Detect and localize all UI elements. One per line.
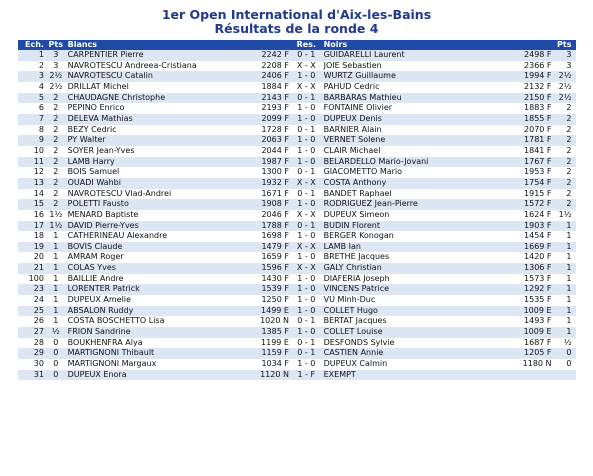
white-rating: 1987 F bbox=[261, 156, 289, 166]
white-player: BAILLIE Andre bbox=[67, 273, 124, 283]
table-row bbox=[18, 50, 576, 61]
white-rating: 1159 F bbox=[261, 348, 289, 358]
black-rating: 2150 F bbox=[524, 92, 552, 102]
white-player: PEPINO Enrico bbox=[67, 103, 125, 113]
table-row bbox=[18, 199, 576, 210]
white-player: DELEVA Mathias bbox=[67, 113, 133, 123]
black-rating: 2366 F bbox=[524, 60, 552, 70]
black-rating: 1754 F bbox=[524, 177, 552, 187]
white-rating: 1499 E bbox=[261, 305, 289, 315]
board-number: 9 bbox=[38, 135, 44, 145]
white-points: 1 bbox=[53, 241, 59, 251]
white-points: 2 bbox=[53, 156, 59, 166]
black-points: 1 bbox=[566, 263, 572, 273]
black-rating: 1841 F bbox=[524, 145, 552, 155]
table-row bbox=[18, 338, 576, 349]
white-points: ½ bbox=[51, 327, 60, 337]
black-player: BARNIER Alain bbox=[323, 124, 382, 134]
black-rating: 1883 F bbox=[524, 103, 552, 113]
board-number: 13 bbox=[33, 177, 44, 187]
white-points: 1 bbox=[53, 273, 59, 283]
black-rating: 1009 E bbox=[523, 305, 552, 315]
white-player: POLETTI Fausto bbox=[67, 199, 129, 209]
white-player: MARTIGNONI Thibault bbox=[67, 348, 155, 358]
black-rating: 1572 F bbox=[524, 199, 552, 209]
result: 1 - 0 bbox=[297, 71, 316, 81]
header-elo-white bbox=[245, 40, 291, 50]
white-rating: 1671 F bbox=[261, 188, 289, 198]
black-rating: 1205 F bbox=[524, 348, 552, 358]
table-row bbox=[18, 327, 576, 338]
white-player: FRION Sandrine bbox=[67, 327, 131, 337]
white-rating: 2099 F bbox=[261, 113, 289, 123]
black-points: 2 bbox=[566, 103, 572, 113]
white-rating: 1020 N bbox=[260, 316, 289, 326]
white-rating: 1932 F bbox=[261, 177, 289, 187]
table-row bbox=[18, 210, 576, 221]
result: 1 - 0 bbox=[297, 199, 316, 209]
black-points: 1 bbox=[566, 273, 572, 283]
board-number: 15 bbox=[33, 199, 44, 209]
black-points: 1½ bbox=[558, 209, 572, 219]
table-row bbox=[18, 61, 576, 72]
white-rating: 1908 F bbox=[261, 199, 289, 209]
black-rating: 1306 F bbox=[524, 263, 552, 273]
black-points: 2 bbox=[566, 113, 572, 123]
white-player: ABSALON Ruddy bbox=[67, 305, 134, 315]
table-row bbox=[18, 284, 576, 295]
black-player: DUPEUX Simeon bbox=[323, 209, 390, 219]
result: 0 - 1 bbox=[297, 50, 316, 59]
result: 1 - 0 bbox=[297, 252, 316, 262]
black-player: BELARDELLO Mario-Jovani bbox=[323, 156, 429, 166]
result: 0 - 1 bbox=[297, 188, 316, 198]
white-rating: 1539 F bbox=[261, 284, 289, 294]
black-points: 2½ bbox=[558, 81, 572, 91]
black-player: JOIE Sebastien bbox=[323, 60, 382, 70]
table-row bbox=[18, 252, 576, 263]
white-rating: 1728 F bbox=[261, 124, 289, 134]
white-rating: 2242 F bbox=[261, 50, 289, 59]
white-rating: 1479 F bbox=[261, 241, 289, 251]
table-row bbox=[18, 82, 576, 93]
black-points: 2 bbox=[566, 199, 572, 209]
black-player: FONTAINE Olivier bbox=[323, 103, 393, 113]
black-player: BRETHE Jacques bbox=[323, 252, 390, 262]
black-rating: 2070 F bbox=[524, 124, 552, 134]
board-number: 10 bbox=[33, 145, 44, 155]
black-rating: 1009 E bbox=[523, 327, 552, 337]
white-points: 2 bbox=[53, 167, 59, 177]
header-pts-black: Pts bbox=[557, 40, 572, 49]
black-rating: 1687 F bbox=[524, 337, 552, 347]
black-player: DESFONDS Sylvie bbox=[323, 337, 395, 347]
black-player: CLAIR Michael bbox=[323, 145, 381, 155]
black-points: 1 bbox=[566, 327, 572, 337]
result: 1 - F bbox=[297, 369, 316, 379]
board-number: 21 bbox=[33, 263, 44, 273]
black-points: 2 bbox=[566, 156, 572, 166]
black-rating: 1953 F bbox=[524, 167, 552, 177]
white-points: 0 bbox=[53, 348, 59, 358]
white-player: CATHERINEAU Alexandre bbox=[67, 231, 168, 241]
white-rating: 2046 F bbox=[261, 209, 289, 219]
board-number: 1 bbox=[38, 50, 44, 59]
table-row bbox=[18, 316, 576, 327]
black-player: DUPEUX Denis bbox=[323, 113, 382, 123]
black-points: 1 bbox=[566, 252, 572, 262]
page-header bbox=[0, 0, 593, 36]
white-player: NAVROTESCU Andreea-Cristiana bbox=[67, 60, 197, 70]
white-points: 1 bbox=[53, 305, 59, 315]
board-number: 8 bbox=[38, 124, 44, 134]
table-row bbox=[18, 189, 576, 200]
white-rating: 1788 F bbox=[261, 220, 289, 230]
header-ech: Ech. bbox=[24, 40, 44, 49]
board-number: 28 bbox=[33, 337, 44, 347]
black-points: ½ bbox=[563, 337, 572, 347]
white-rating: 2063 F bbox=[261, 135, 289, 145]
result: 1 - 0 bbox=[297, 103, 316, 113]
result: 0 - 1 bbox=[297, 220, 316, 230]
white-player: DUPEUX Enora bbox=[67, 369, 127, 379]
white-player: OUADI Wahbi bbox=[67, 177, 121, 187]
white-player: PY Walter bbox=[67, 135, 106, 145]
white-rating: 2406 F bbox=[261, 71, 289, 81]
black-player: RODRIGUEZ Jean-Pierre bbox=[323, 199, 418, 209]
white-points: 1 bbox=[53, 316, 59, 326]
board-number: 6 bbox=[38, 103, 44, 113]
black-player: PAHUD Cedric bbox=[323, 81, 380, 91]
page-title: 1er Open International d'Aix-les-Bains bbox=[161, 7, 432, 22]
black-player: VERNET Solene bbox=[323, 135, 386, 145]
board-number: 100 bbox=[28, 273, 44, 283]
result: X - X bbox=[296, 177, 316, 187]
white-player: LAMB Harry bbox=[67, 156, 115, 166]
black-player: VINCENS Patrice bbox=[323, 284, 390, 294]
white-player: COLAS Yves bbox=[67, 263, 116, 273]
black-points: 1 bbox=[566, 305, 572, 315]
board-number: 17 bbox=[33, 220, 44, 230]
result: 0 - 1 bbox=[297, 348, 316, 358]
board-number: 7 bbox=[38, 113, 44, 123]
white-points: 1 bbox=[53, 263, 59, 273]
white-player: DAVID Pierre-Yves bbox=[67, 220, 139, 230]
white-points: 0 bbox=[53, 337, 59, 347]
result: X - X bbox=[296, 263, 316, 273]
result: X - X bbox=[296, 209, 316, 219]
black-points: 1 bbox=[566, 284, 572, 294]
result: 0 - 1 bbox=[297, 316, 316, 326]
white-rating: 2193 F bbox=[261, 103, 289, 113]
black-rating: 2498 F bbox=[524, 50, 552, 59]
white-rating: 1884 F bbox=[261, 81, 289, 91]
board-number: 2 bbox=[38, 60, 44, 70]
header-row bbox=[18, 40, 576, 50]
table-row bbox=[18, 178, 576, 189]
white-points: 1½ bbox=[49, 209, 63, 219]
white-rating: 1596 F bbox=[261, 263, 289, 273]
white-points: 2 bbox=[53, 145, 59, 155]
white-player: BOIS Samuel bbox=[67, 167, 120, 177]
result: 0 - 1 bbox=[297, 92, 316, 102]
black-rating: 1855 F bbox=[524, 113, 552, 123]
black-points bbox=[554, 370, 576, 381]
board-number: 3 bbox=[38, 71, 44, 81]
black-rating: 1180 N bbox=[522, 359, 552, 369]
white-rating: 1698 F bbox=[261, 231, 289, 241]
black-points: 2 bbox=[566, 188, 572, 198]
black-points: 3 bbox=[566, 50, 572, 59]
white-player: CARPENTIER Pierre bbox=[67, 50, 144, 59]
header-pts-white: Pts bbox=[48, 40, 63, 49]
results-table bbox=[18, 40, 576, 380]
result: 1 - 0 bbox=[297, 231, 316, 241]
result: 1 - 0 bbox=[297, 305, 316, 315]
white-points: 1 bbox=[53, 231, 59, 241]
white-points: 2 bbox=[53, 177, 59, 187]
black-points: 1 bbox=[566, 241, 572, 251]
result: 1 - 0 bbox=[297, 113, 316, 123]
board-number: 16 bbox=[33, 209, 44, 219]
result: 1 - 0 bbox=[297, 156, 316, 166]
white-rating: 2044 F bbox=[261, 145, 289, 155]
result: 0 - 1 bbox=[297, 337, 316, 347]
table-row bbox=[18, 103, 576, 114]
board-number: 14 bbox=[33, 188, 44, 198]
white-rating: 1034 F bbox=[261, 359, 289, 369]
white-points: 2½ bbox=[49, 71, 63, 81]
table-row bbox=[18, 71, 576, 82]
black-points: 0 bbox=[566, 348, 572, 358]
white-points: 0 bbox=[53, 359, 59, 369]
table-row bbox=[18, 135, 576, 146]
white-rating: 1430 F bbox=[261, 273, 289, 283]
result: 1 - 0 bbox=[297, 295, 316, 305]
black-points: 1 bbox=[566, 316, 572, 326]
result: 1 - 0 bbox=[297, 145, 316, 155]
white-points: 2 bbox=[53, 92, 59, 102]
table-row bbox=[18, 370, 576, 381]
table-row bbox=[18, 167, 576, 178]
white-points: 2 bbox=[53, 124, 59, 134]
black-player: GUIDARELLI Laurent bbox=[323, 50, 405, 59]
black-rating: 1767 F bbox=[524, 156, 552, 166]
black-player: COLLET Hugo bbox=[323, 305, 378, 315]
black-player: COSTA Anthony bbox=[323, 177, 387, 187]
black-rating: 1915 F bbox=[524, 188, 552, 198]
board-number: 29 bbox=[33, 348, 44, 358]
white-rating: 1250 F bbox=[261, 295, 289, 305]
result: X - X bbox=[296, 241, 316, 251]
result: 0 - 1 bbox=[297, 167, 316, 177]
black-rating: 1535 F bbox=[524, 295, 552, 305]
white-player: DUPEUX Amelie bbox=[67, 295, 131, 305]
board-number: 4 bbox=[38, 81, 44, 91]
white-points: 1½ bbox=[49, 220, 63, 230]
black-player: DIAFERIA Joseph bbox=[323, 273, 390, 283]
black-points: 1 bbox=[566, 231, 572, 241]
black-player: VU Minh-Duc bbox=[323, 295, 376, 305]
table-row bbox=[18, 146, 576, 157]
white-player: NAVROTESCU Vlad-Andrei bbox=[67, 188, 172, 198]
black-rating: 1454 F bbox=[524, 231, 552, 241]
black-player: BERTAT Jacques bbox=[323, 316, 387, 326]
table-row bbox=[18, 295, 576, 306]
board-number: 27 bbox=[33, 327, 44, 337]
board-number: 5 bbox=[38, 92, 44, 102]
white-points: 2 bbox=[53, 113, 59, 123]
black-points: 1 bbox=[566, 295, 572, 305]
black-player: GALY Christian bbox=[323, 263, 382, 273]
table-row bbox=[18, 221, 576, 232]
result: X - X bbox=[296, 60, 316, 70]
black-points: 2 bbox=[566, 135, 572, 145]
white-points: 2½ bbox=[49, 81, 63, 91]
white-player: BEZY Cedric bbox=[67, 124, 117, 134]
white-player: DRILLAT Michel bbox=[67, 81, 129, 91]
black-rating: 2132 F bbox=[524, 81, 552, 91]
white-rating: 1300 F bbox=[261, 167, 289, 177]
black-points: 1 bbox=[566, 220, 572, 230]
white-rating: 2208 F bbox=[261, 60, 289, 70]
table-row bbox=[18, 114, 576, 125]
board-number: 26 bbox=[33, 316, 44, 326]
table-row bbox=[18, 93, 576, 104]
table-row bbox=[18, 306, 576, 317]
result: 1 - 0 bbox=[297, 359, 316, 369]
board-number: 11 bbox=[33, 156, 44, 166]
black-player: BUDIN Florent bbox=[323, 220, 380, 230]
white-rating: 1659 F bbox=[261, 252, 289, 262]
white-player: CHAUDAGNE Christophe bbox=[67, 92, 166, 102]
white-rating: 1199 E bbox=[261, 337, 289, 347]
result: 1 - 0 bbox=[297, 135, 316, 145]
white-points: 3 bbox=[53, 50, 59, 59]
black-player: CASTIEN Annie bbox=[323, 348, 384, 358]
black-points: 3 bbox=[566, 60, 572, 70]
board-number: 23 bbox=[33, 284, 44, 294]
black-points: 2 bbox=[566, 177, 572, 187]
black-player: GIACOMETTO Mario bbox=[323, 167, 403, 177]
black-rating: 1292 F bbox=[524, 284, 552, 294]
black-rating: 1624 F bbox=[524, 209, 552, 219]
black-rating bbox=[514, 370, 553, 381]
white-player: SOYER Jean-Yves bbox=[67, 145, 135, 155]
header-res: Res. bbox=[296, 40, 316, 49]
white-points: 1 bbox=[53, 295, 59, 305]
board-number: 18 bbox=[33, 231, 44, 241]
white-player: AMRAM Roger bbox=[67, 252, 124, 262]
result: 1 - 0 bbox=[297, 273, 316, 283]
black-rating: 1669 F bbox=[524, 241, 552, 251]
board-number: 24 bbox=[33, 295, 44, 305]
black-player: EXEMPT bbox=[323, 369, 356, 379]
black-points: 2½ bbox=[558, 92, 572, 102]
board-number: 12 bbox=[33, 167, 44, 177]
white-player: MENARD Baptiste bbox=[67, 209, 139, 219]
header-elo-black bbox=[514, 40, 553, 50]
black-rating: 1493 F bbox=[524, 316, 552, 326]
black-rating: 1994 F bbox=[524, 71, 552, 81]
white-points: 2 bbox=[53, 135, 59, 145]
white-player: NAVROTESCU Catalin bbox=[67, 71, 153, 81]
result: 1 - 0 bbox=[297, 284, 316, 294]
white-points: 0 bbox=[53, 369, 59, 379]
white-points: 2 bbox=[53, 188, 59, 198]
black-points: 0 bbox=[566, 359, 572, 369]
page-subtitle: Résultats de la ronde 4 bbox=[214, 21, 379, 36]
result: X - X bbox=[296, 81, 316, 91]
result: 0 - 1 bbox=[297, 124, 316, 134]
table-row bbox=[18, 157, 576, 168]
black-points: 2 bbox=[566, 145, 572, 155]
black-points: 2 bbox=[566, 167, 572, 177]
white-points: 2 bbox=[53, 199, 59, 209]
table-row bbox=[18, 359, 576, 370]
black-points: 2 bbox=[566, 124, 572, 134]
results-table-header bbox=[18, 40, 576, 50]
black-rating: 1903 F bbox=[524, 220, 552, 230]
black-player: DUPEUX Calmin bbox=[323, 359, 388, 369]
black-player: WURTZ Guillaume bbox=[323, 71, 396, 81]
table-row bbox=[18, 348, 576, 359]
white-points: 3 bbox=[53, 60, 59, 70]
white-rating: 1120 N bbox=[260, 369, 289, 379]
board-number: 19 bbox=[33, 241, 44, 251]
table-row bbox=[18, 231, 576, 242]
white-player: COSTA BOSCHETTO Lisa bbox=[67, 316, 165, 326]
black-points: 2½ bbox=[558, 71, 572, 81]
board-number: 31 bbox=[33, 369, 44, 379]
table-row bbox=[18, 125, 576, 136]
white-points: 1 bbox=[53, 252, 59, 262]
white-points: 1 bbox=[53, 284, 59, 294]
white-rating: 1385 F bbox=[261, 327, 289, 337]
header-noirs: Noirs bbox=[323, 40, 348, 49]
board-number: 30 bbox=[33, 359, 44, 369]
black-player: BANDET Raphael bbox=[323, 188, 392, 198]
header-blancs: Blancs bbox=[67, 40, 98, 49]
black-player: BERGER Konogan bbox=[323, 231, 394, 241]
table-row bbox=[18, 263, 576, 274]
black-player: LAMB Ian bbox=[323, 241, 361, 251]
result: 1 - 0 bbox=[297, 327, 316, 337]
black-player: COLLET Louise bbox=[323, 327, 383, 337]
black-rating: 1420 F bbox=[524, 252, 552, 262]
white-player: MARTIGNONI Margaux bbox=[67, 359, 157, 369]
black-rating: 1573 F bbox=[524, 273, 552, 283]
black-player: BARBARAS Mathieu bbox=[323, 92, 402, 102]
board-number: 25 bbox=[33, 305, 44, 315]
board-number: 20 bbox=[33, 252, 44, 262]
white-player: BOUKHENFRA Alya bbox=[67, 337, 143, 347]
table-row bbox=[18, 274, 576, 285]
white-player: LORENTER Patrick bbox=[67, 284, 140, 294]
white-player: BOVIS Claude bbox=[67, 241, 123, 251]
table-row bbox=[18, 242, 576, 253]
black-rating: 1781 F bbox=[524, 135, 552, 145]
white-points: 2 bbox=[53, 103, 59, 113]
white-rating: 2143 F bbox=[261, 92, 289, 102]
results-table-body bbox=[18, 50, 576, 380]
